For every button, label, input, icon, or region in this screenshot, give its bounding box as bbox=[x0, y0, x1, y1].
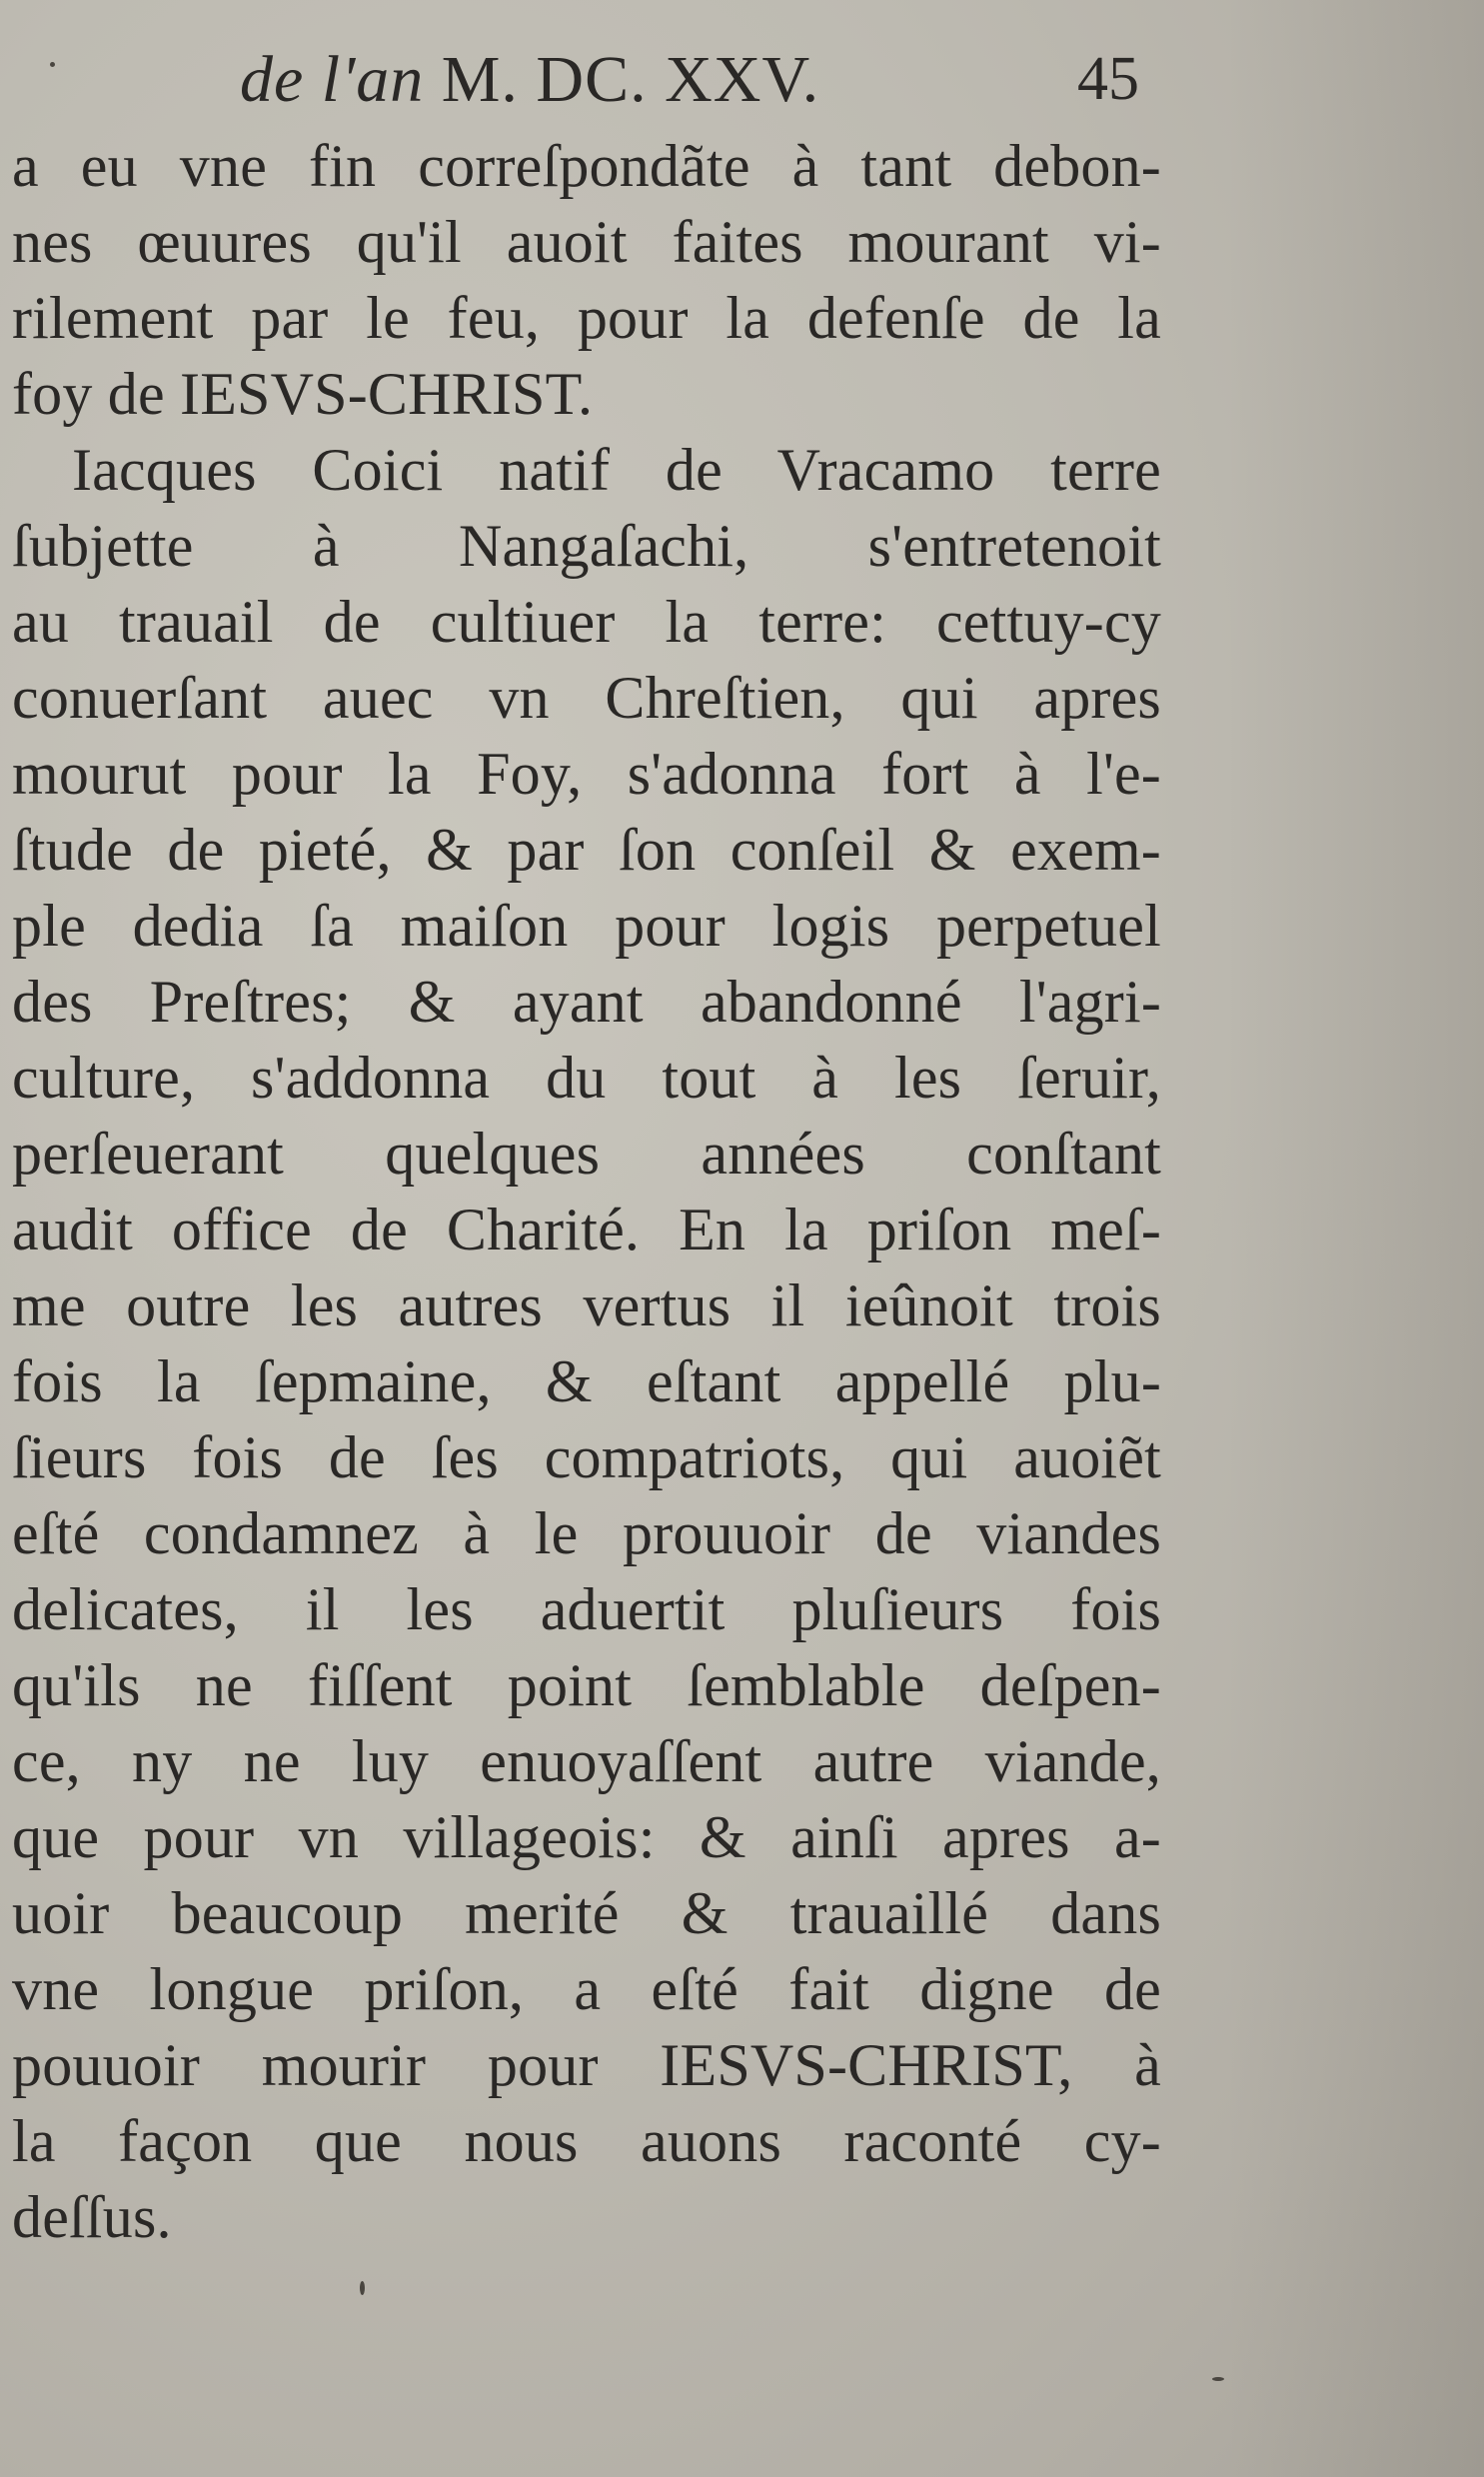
body-text bbox=[12, 128, 1161, 2255]
text-line: pouuoir mourir pour IESVS-CHRIST, à bbox=[12, 2032, 1161, 2098]
text-line: que pour vn villageois: & ainſi apres a- bbox=[12, 1804, 1161, 1870]
text-line: ſtude de pieté, & par ſon conſeil & exem- bbox=[12, 817, 1161, 883]
text-line: des Preſtres; & ayant abandonné l'agri- bbox=[12, 969, 1161, 1035]
text-line-last: deſſus. bbox=[12, 2184, 172, 2250]
text-line: ſieurs fois de ſes compatriots, qui auoiẽt bbox=[12, 1424, 1161, 1490]
text-line: a eu vne fin correſpondãte à tant debon- bbox=[12, 133, 1161, 199]
text-line: fois la ſepmaine, & eſtant appellé plu- bbox=[12, 1348, 1161, 1414]
page-header bbox=[0, 30, 1484, 120]
text-line: qu'ils ne fiſſent point ſemblable deſpen- bbox=[12, 1652, 1161, 1718]
text-line: la façon que nous auons raconté cy- bbox=[12, 2108, 1161, 2174]
text-line: rilement par le feu, pour la defenſe de la bbox=[12, 285, 1161, 351]
text-line: ce, ny ne luy enuoyaſſent autre viande, bbox=[12, 1728, 1161, 1794]
text-line: mourut pour la Foy, s'adonna fort à l'e- bbox=[12, 741, 1161, 807]
text-line: uoir beaucoup merité & trauaillé dans bbox=[12, 1880, 1161, 1946]
text-line: me outre les autres vertus il ieûnoit trois bbox=[12, 1272, 1161, 1338]
page-number: 45 bbox=[1077, 45, 1139, 113]
running-head-year: M. DC. XXV. bbox=[441, 43, 820, 116]
text-line: audit office de Charité. En la priſon meſ- bbox=[12, 1197, 1161, 1262]
text-line: perſeuerant quelques années conſtant bbox=[12, 1121, 1161, 1187]
text-line: culture, s'addonna du tout à les ſeruir, bbox=[12, 1045, 1161, 1111]
running-head bbox=[240, 42, 819, 118]
text-line: eſté condamnez à le prouuoir de viandes bbox=[12, 1500, 1161, 1566]
text-line: conuerſant auec vn Chreſtien, qui apres bbox=[12, 665, 1161, 731]
text-line: foy de IESVS-CHRIST. bbox=[12, 361, 594, 427]
paper-speck bbox=[1212, 2377, 1224, 2381]
running-head-italic: de l'an bbox=[240, 43, 425, 116]
text-line: vne longue priſon, a eſté fait digne de bbox=[12, 1956, 1161, 2022]
text-line: delicates, il les aduertit pluſieurs fois bbox=[12, 1576, 1161, 1642]
text-line: nes œuures qu'il auoit faites mourant vi- bbox=[12, 209, 1161, 275]
paper-speck bbox=[50, 62, 55, 67]
paragraph-start-line: Iacques Coici natif de Vracamo terre bbox=[72, 437, 1161, 503]
text-line: ſubjette à Nangaſachi, s'entretenoit bbox=[12, 513, 1161, 579]
text-line: au trauail de cultiuer la terre: cettuy-cy bbox=[12, 589, 1161, 655]
text-line: ple dedia ſa maiſon pour logis perpetuel bbox=[12, 893, 1161, 959]
paper-speck bbox=[360, 2281, 365, 2295]
